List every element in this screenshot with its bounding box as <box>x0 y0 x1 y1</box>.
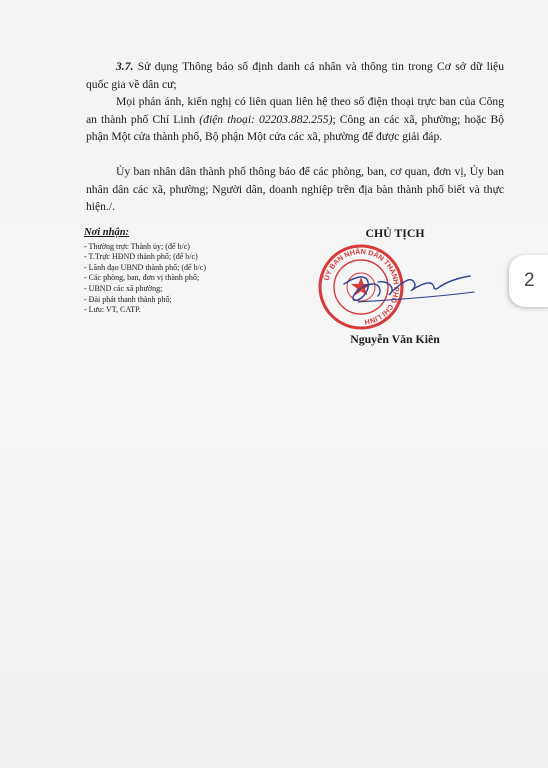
signer-name: Nguyễn Văn Kiên <box>350 332 440 346</box>
paragraph-closing: Ủy ban nhân dân thành phố thông báo để các phòng, ban, cơ quan, đơn vị, Ủy ban nhân dân các xã, phường; Người dân, doanh nghiệp trên địa bàn thành phố biết và thực hiện./. <box>86 165 504 213</box>
list-item: - Lãnh đạo UBND thành phố; (để b/c) <box>84 263 284 274</box>
list-item: - Lưu: VT, CATP. <box>84 305 284 316</box>
handwritten-signature <box>338 262 478 312</box>
paragraph-text: ; Công an các xã, phường; hoặc Bộ phận Một cửa thành phố, Bộ phận Một cửa các xã, phường để được giải đáp. <box>86 112 504 143</box>
phone-number: (điện thoại: 02203.882.255) <box>199 112 333 126</box>
list-item: - Thường trực Thành ủy; (để b/c) <box>84 242 284 253</box>
signer-title: CHỦ TỊCH <box>365 226 425 240</box>
recipients-list <box>84 242 284 316</box>
page-number: 2 <box>524 270 535 291</box>
list-item: - Các phòng, ban, đơn vị thành phố; <box>84 273 284 284</box>
paragraph-text: Sử dụng Thông báo số định danh cá nhân và thông tin trong Cơ sở dữ liệu quốc gia về dân cư; <box>86 60 504 91</box>
paragraph-3-7 <box>86 58 504 93</box>
list-item: - Đài phát thanh thành phố; <box>84 295 284 306</box>
paragraph-text: Mọi phản ánh, kiến nghị có liên quan liên hệ theo số điện thoại trực ban của Công an thành phố Chí Linh <box>86 95 504 126</box>
page-number-badge[interactable] <box>509 255 548 307</box>
list-item: - UBND các xã phường; <box>84 284 284 295</box>
recipients-heading: Nơi nhận: <box>84 227 130 238</box>
paragraph-contact <box>86 93 504 146</box>
recipients-block <box>84 228 284 316</box>
item-number: 3.7. <box>116 60 134 73</box>
seal-text: ỦY BAN NHÂN DÂN THÀNH PHỐ CHÍ LINH <box>321 246 402 327</box>
list-item: - T.Trực HĐND thành phố; (để b/c) <box>84 252 284 263</box>
